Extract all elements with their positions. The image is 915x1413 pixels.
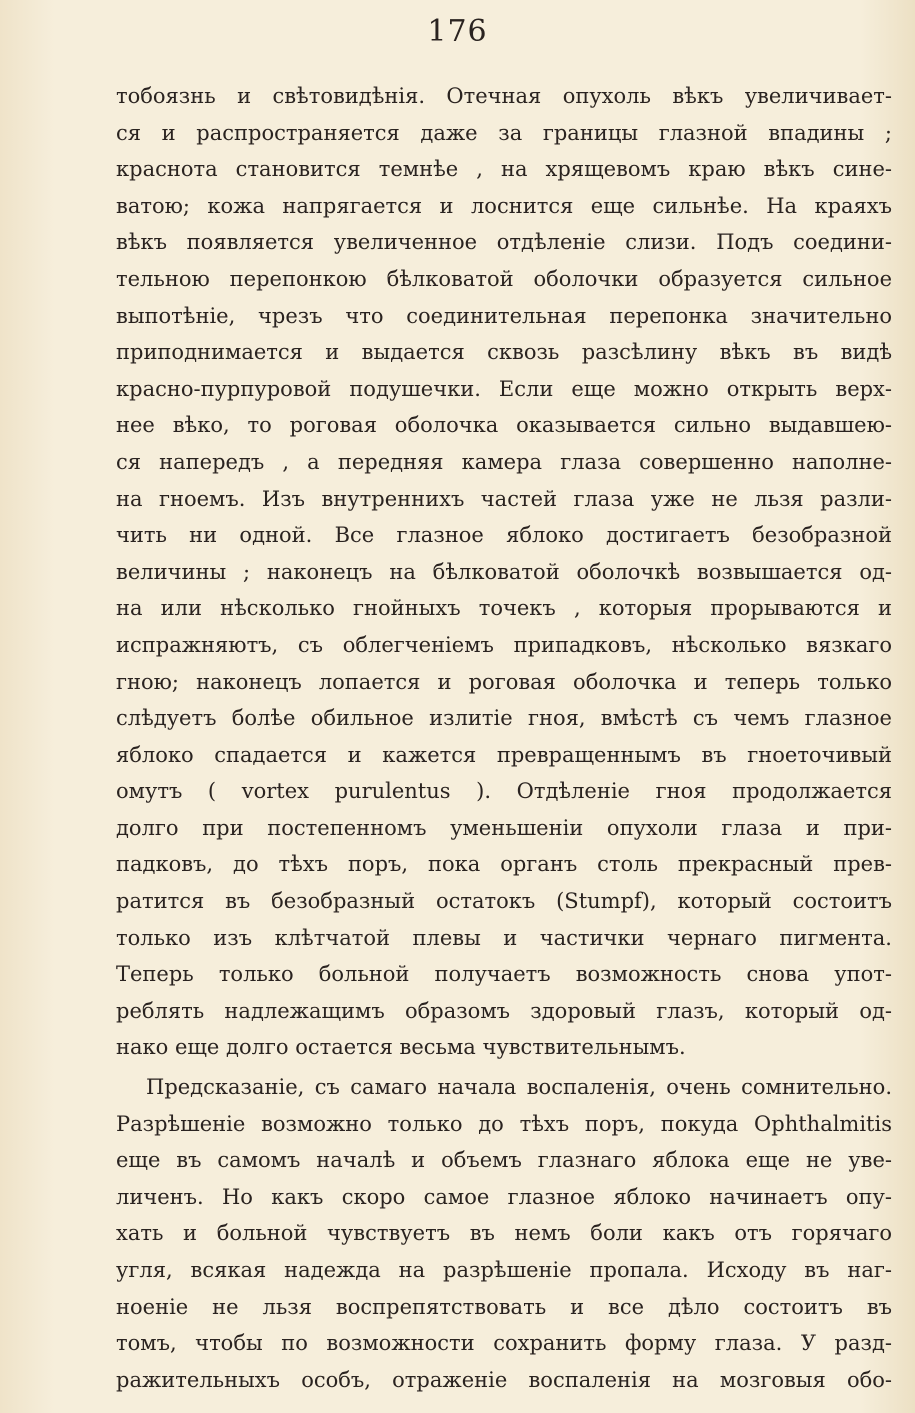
text-line: омутъ ( vortex purulentus ). Отдѣленіе гноя продолжается [116,779,892,804]
text-line: вѣкъ появляется увеличенное отдѣленіе слизи. Подъ соедини- [116,230,892,255]
text-line: хать и больной чувствуетъ въ немъ боли какъ отъ горячаго [116,1221,892,1246]
text-line: ватою; кожа напрягается и лоснится еще сильнѣе. На краяхъ [116,193,892,218]
text-line: падковъ, до тѣхъ поръ, пока органъ столь прекрасный прев- [116,852,892,877]
text-line: еще въ самомъ началѣ и объемъ глазнаго яблока еще не уве- [116,1148,892,1173]
text-line: на гноемъ. Изъ внутреннихъ частей глаза уже не льзя разли- [116,486,892,511]
text-line: Теперь только больной получаетъ возможность снова упот- [116,962,892,987]
text-line: томъ, чтобы по возможности сохранить форму глаза. У разд- [116,1331,892,1356]
text-line: слѣдуетъ болѣе обильное излитіе гноя, вмѣстѣ съ чемъ глазное [116,706,892,731]
text-line: чить ни одной. Все глазное яблоко достигаетъ безобразной [116,523,892,548]
text-line: только изъ клѣтчатой плевы и частички чернаго пигмента. [116,925,892,950]
text-line: испражняютъ, съ облегченіемъ припадковъ, нѣсколько вязкаго [116,632,892,657]
text-line: тельною перепонкою бѣлковатой оболочки образуется сильное [116,266,892,291]
text-line: на или нѣсколько гнойныхъ точекъ , которыя прорываются и [116,596,892,621]
text-line: приподнимается и выдается сквозь разсѣлину вѣкъ въ видѣ [116,340,892,365]
text-line: гною; наконецъ лопается и роговая оболочка и теперь только [116,669,892,694]
text-line: выпотѣніе, чрезъ что соединительная перепонка значительно [116,303,892,328]
text-line: яблоко спадается и кажется превращеннымъ въ гноеточивый [116,742,892,767]
text-line: краснота становится темнѣе , на хрящевомъ краю вѣкъ сине- [116,157,892,182]
text-line: угля, всякая надежда на разрѣшеніе пропала. Исходу въ наг- [116,1258,892,1282]
text-line: Разрѣшеніе возможно только до тѣхъ поръ, покуда Ophthalmitis [116,1111,892,1136]
paragraph [116,1069,892,1398]
text-line: величины ; наконецъ на бѣлковатой оболочкѣ возвышается од- [116,559,892,584]
text-line: ся и распространяется даже за границы глазной впадины ; [116,120,892,145]
text-line: ся напередъ , а передняя камера глаза совершенно наполне- [116,449,892,474]
text-line: Предсказаніе, съ самаго начала воспаленія, очень сомнительно. [146,1075,892,1100]
page-number: 176 [427,14,488,49]
text-line: тобоязнь и свѣтовидѣнія. Отечная опухоль вѣкъ увеличивает- [116,84,892,108]
text-line: красно-пурпуровой подушечки. Если еще можно открыть верх- [116,376,892,401]
text-line: нее вѣко, то роговая оболочка оказывается сильно выдавшею- [116,413,892,438]
text-line: нако еще долго остается весьма чувствительнымъ. [116,1035,686,1060]
text-line: реблять надлежащимъ образомъ здоровый глазъ, который од- [116,998,892,1023]
text-line: ражительныхъ особъ, отраженіе воспаленія на мозговыя обо- [116,1367,892,1392]
text-line: личенъ. Но какъ скоро самое глазное яблоко начинаетъ опу- [116,1184,892,1209]
text-line: ратится въ безобразный остатокъ (Stumpf), который состоитъ [116,889,892,914]
text-line: долго при постепенномъ уменьшеніи опухоли глаза и при- [116,815,892,840]
text-line: ноеніе не льзя воспрепятствовать и все дѣло состоитъ въ [116,1294,892,1319]
body-text [116,78,892,1398]
paragraph [116,78,892,1066]
